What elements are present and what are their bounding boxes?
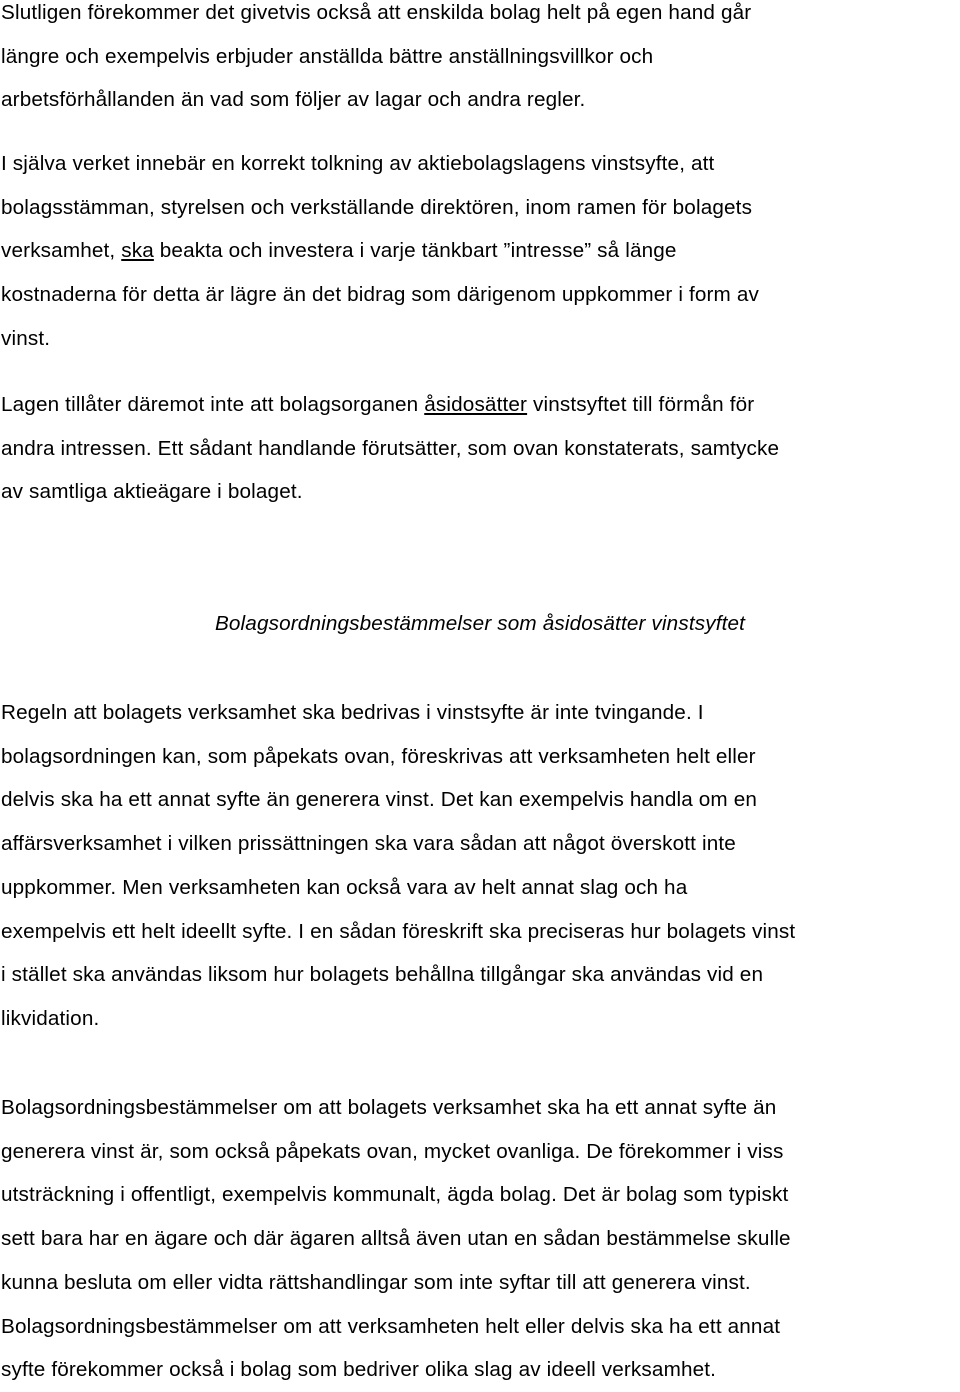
paragraph-line: Regeln att bolagets verksamhet ska bedrivas i vinstsyfte är inte tvingande. I [1,701,704,724]
paragraph-line: Bolagsordningsbestämmelser om att verksamheten helt eller delvis ska ha ett annat [1,1314,781,1338]
paragraph-line [1,229,959,273]
line-text: vinstsyftet till förmån för [527,393,755,416]
paragraph-line: uppkommer. Men verksamheten kan också vara av helt annat slag och ha [1,875,688,899]
paragraph-line: kunna besluta om eller vidta rättshandlingar som inte syftar till att generera vinst. [1,1270,751,1294]
paragraph-line: syfte förekommer också i bolag som bedriver olika slag av ideell verksamhet. [1,1358,717,1382]
section-heading: Bolagsordningsbestämmelser som åsidosätter vinstsyftet [214,612,746,635]
paragraph-line: exempelvis ett helt ideellt syfte. I en sådan föreskrift ska preciseras hur bolagets vinst [1,919,796,943]
paragraph-intro [1,0,959,122]
paragraph-line: I själva verket innebär en korrekt tolkning av aktiebolagslagens vinstsyfte, att [1,152,715,175]
paragraph-bolagsordningsbestammelser [1,1086,959,1392]
paragraph-line: Bolagsordningsbestämmelser om att bolagets verksamhet ska ha ett annat syfte än [1,1096,777,1119]
paragraph-line: bolagsstämman, styrelsen och verkställande direktören, inom ramen för bolagets [1,195,753,219]
paragraph-line: affärsverksamhet i vilken prissättningen ska vara sådan att något överskott inte [1,832,736,856]
paragraph-line: sett bara har en ägare och där ägaren alltså även utan en sådan bestämmelse skulle [1,1227,791,1251]
paragraph-line: generera vinst är, som också påpekats ovan, mycket ovanliga. De förekommer i viss [1,1139,784,1163]
paragraph-line: utsträckning i offentligt, exempelvis kommunalt, ägda bolag. Det är bolag som typiskt [1,1183,789,1207]
paragraph-line: likvidation. [1,1006,100,1030]
paragraph-line: Slutligen förekommer det givetvis också att enskilda bolag helt på egen hand går [1,1,752,24]
paragraph-regeln [1,691,959,1041]
paragraph-line: arbetsförhållanden än vad som följer av lagar och andra regler. [1,88,586,112]
paragraph-line: i stället ska användas liksom hur bolagets behållna tillgångar ska användas vid en [1,963,764,987]
paragraph-line: delvis ska ha ett annat syfte än generera vinst. Det kan exempelvis handla om en [1,788,758,812]
paragraph-line [1,383,959,427]
underlined-word: åsidosätter [424,393,528,416]
paragraph-lagen-tillater [1,383,959,514]
paragraph-line: bolagsordningen kan, som påpekats ovan, föreskrivas att verksamheten helt eller [1,744,756,768]
paragraph-line: andra intressen. Ett sådant handlande förutsätter, som ovan konstaterats, samtycke [1,436,780,460]
line-text: beakta och investera i varje tänkbart ”intresse” så länge [153,239,677,263]
paragraph-line: vinst. [1,326,51,350]
line-text: Lagen tillåter däremot inte att bolagsorganen [1,393,425,416]
paragraph-vinstsyfte-tolkning [1,142,959,361]
paragraph-line: av samtliga aktieägare i bolaget. [1,480,303,504]
underlined-word: ska [121,239,154,263]
paragraph-line: längre och exempelvis erbjuder anställda bättre anställningsvillkor och [1,44,654,68]
paragraph-line: kostnaderna för detta är lägre än det bidrag som därigenom uppkommer i form av [1,283,759,307]
line-text: verksamhet, [1,239,122,263]
